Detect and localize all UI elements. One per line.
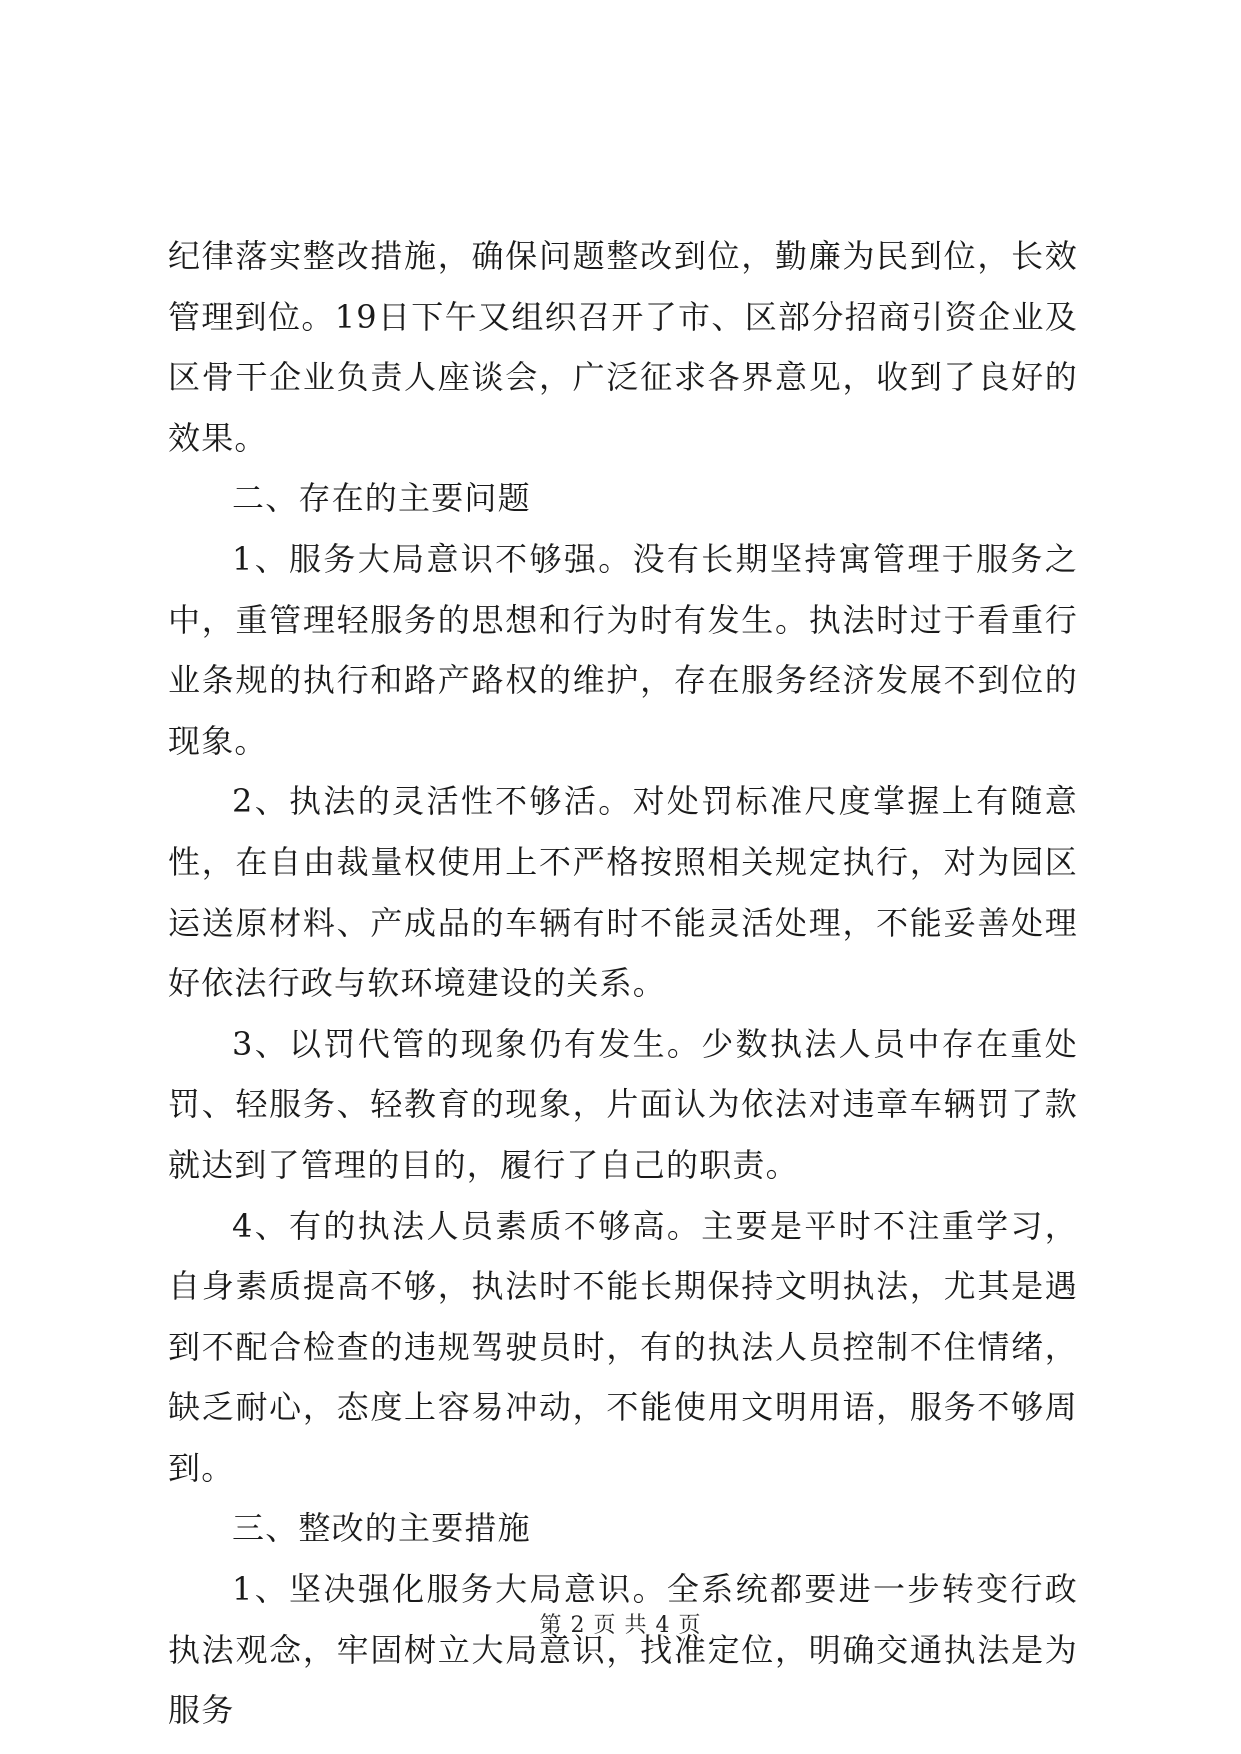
- document-body: [168, 226, 1078, 1741]
- problem-item-2: 2、执法的灵活性不够活。对处罚标准尺度掌握上有随意性，在自由裁量权使用上不严格按照相关规定执行，对为园区运送原材料、产成品的车辆有时不能灵活处理，不能妥善处理好依法行政与软环境建设的关系。: [168, 782, 1078, 1003]
- paragraph-continuation: 纪律落实整改措施，确保问题整改到位，勤廉为民到位，长效管理到位。19日下午又组织召开了市、区部分招商引资企业及区骨干企业负责人座谈会，广泛征求各界意见，收到了良好的效果。: [168, 237, 1078, 457]
- problem-item-3: 3、以罚代管的现象仍有发生。少数执法人员中存在重处罚、轻服务、轻教育的现象，片面认为依法对违章车辆罚了款就达到了管理的目的，履行了自己的职责。: [168, 1024, 1078, 1184]
- section-heading-measures: 三、整改的主要措施: [232, 1509, 531, 1548]
- page-footer: 第 2 页 共 4 页: [539, 1613, 702, 1638]
- section-heading-problems: 二、存在的主要问题: [232, 479, 531, 518]
- problem-item-1: 1、服务大局意识不够强。没有长期坚持寓管理于服务之中，重管理轻服务的思想和行为时有发生。执法时过于看重行业条规的执行和路产路权的维护，存在服务经济发展不到位的现象。: [168, 539, 1078, 760]
- problem-item-4: 4、有的执法人员素质不够高。主要是平时不注重学习，自身素质提高不够，执法时不能长期保持文明执法，尤其是遇到不配合检查的违规驾驶员时，有的执法人员控制不住情绪，缺乏耐心，态度上容易冲动，不能使用文明用语，服务不够周到。: [168, 1206, 1078, 1487]
- measure-item-1: 1、坚决强化服务大局意识。全系统都要进一步转变行政执法观念，牢固树立大局意识，找准定位，明确交通执法是为服务: [168, 1570, 1078, 1730]
